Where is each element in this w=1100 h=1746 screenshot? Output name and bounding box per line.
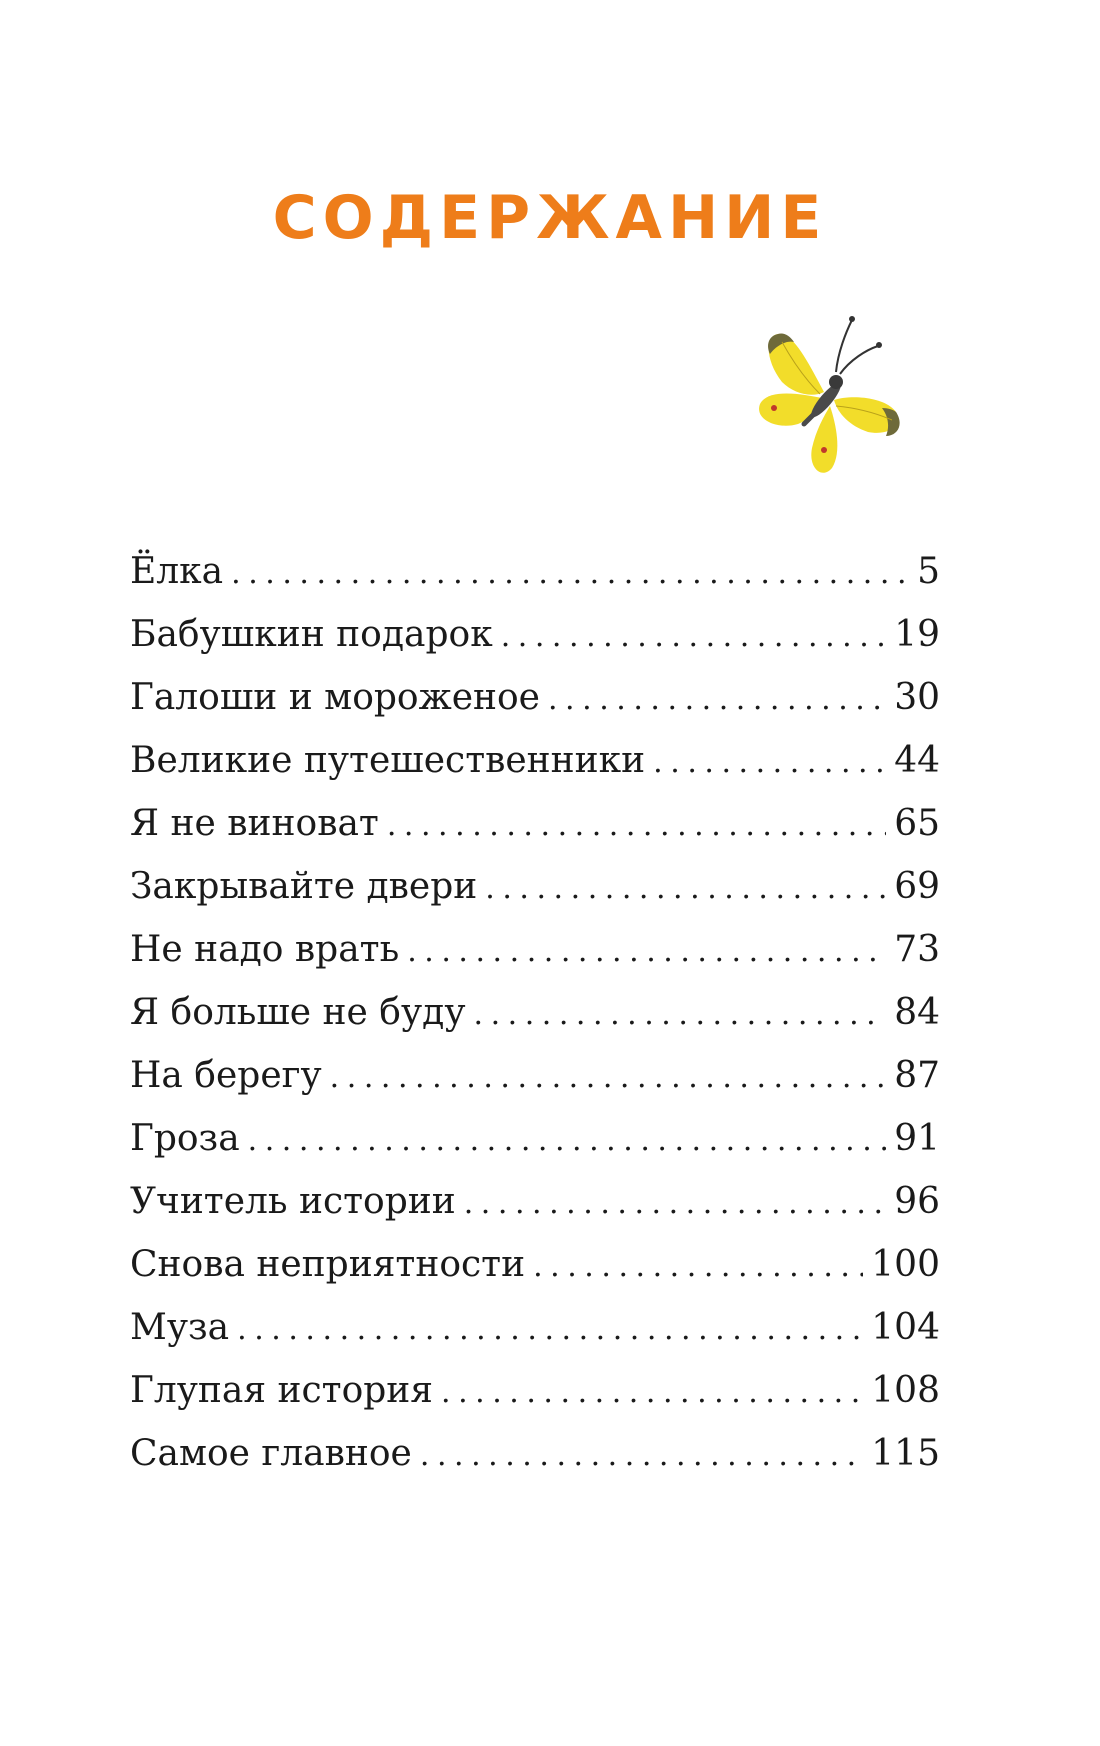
- toc-entry-title: Я больше не буду: [130, 992, 466, 1033]
- toc-entry-title: Бабушкин подарок: [130, 614, 493, 655]
- toc-entry: [130, 603, 940, 666]
- toc-leader-dots: [501, 605, 886, 668]
- toc-entry-page: 87: [894, 1055, 940, 1096]
- toc-entry: [130, 1359, 940, 1422]
- toc-entry-title: Глупая история: [130, 1370, 433, 1411]
- toc-leader-dots: [420, 1424, 863, 1487]
- toc-leader-dots: [407, 920, 886, 983]
- toc-entry-page: 44: [894, 740, 940, 781]
- toc-entry-page: 5: [917, 551, 940, 592]
- page-title: СОДЕРЖАНИЕ: [272, 183, 828, 253]
- toc-entry-title: Снова неприятности: [130, 1244, 526, 1285]
- table-of-contents: [130, 540, 940, 1485]
- toc-entry-title: Гроза: [130, 1118, 240, 1159]
- toc-leader-dots: [441, 1361, 863, 1424]
- toc-entry-title: Не надо врать: [130, 929, 400, 970]
- toc-entry-title: На берегу: [130, 1055, 322, 1096]
- toc-entry-page: 104: [871, 1307, 940, 1348]
- toc-entry: [130, 981, 940, 1044]
- toc-entry-title: Учитель истории: [130, 1181, 456, 1222]
- toc-leader-dots: [387, 794, 886, 857]
- toc-entry-page: 19: [894, 614, 940, 655]
- toc-leader-dots: [248, 1109, 887, 1172]
- toc-leader-dots: [464, 1172, 886, 1235]
- toc-entry: [130, 1107, 940, 1170]
- toc-leader-dots: [653, 731, 886, 794]
- toc-entry-title: Самое главное: [130, 1433, 412, 1474]
- toc-entry: [130, 1296, 940, 1359]
- toc-entry-page: 69: [894, 866, 940, 907]
- toc-leader-dots: [485, 857, 886, 920]
- toc-entry: [130, 729, 940, 792]
- toc-entry-page: 108: [871, 1370, 940, 1411]
- toc-entry: [130, 1233, 940, 1296]
- toc-entry-page: 65: [894, 803, 940, 844]
- toc-leader-dots: [474, 983, 887, 1046]
- toc-entry: [130, 792, 940, 855]
- butterfly-icon: [738, 312, 908, 482]
- toc-entry: [130, 918, 940, 981]
- toc-entry: [130, 855, 940, 918]
- toc-entry-title: Ёлка: [130, 551, 224, 592]
- toc-entry-page: 30: [894, 677, 940, 718]
- toc-entry-page: 91: [894, 1118, 940, 1159]
- toc-entry-page: 100: [871, 1244, 940, 1285]
- toc-entry: [130, 666, 940, 729]
- toc-entry-page: 84: [894, 992, 940, 1033]
- toc-entry-title: Великие путешественники: [130, 740, 646, 781]
- toc-leader-dots: [237, 1298, 863, 1361]
- toc-entry: [130, 1422, 940, 1485]
- toc-leader-dots: [231, 542, 909, 605]
- toc-entry-title: Я не виноват: [130, 803, 379, 844]
- toc-entry: [130, 1044, 940, 1107]
- toc-entry-title: Муза: [130, 1307, 230, 1348]
- toc-entry-page: 96: [894, 1181, 940, 1222]
- toc-leader-dots: [330, 1046, 887, 1109]
- toc-entry: [130, 540, 940, 603]
- toc-leader-dots: [533, 1235, 863, 1298]
- toc-entry-title: Галоши и мороженое: [130, 677, 540, 718]
- toc-entry: [130, 1170, 940, 1233]
- toc-entry-title: Закрывайте двери: [130, 866, 478, 907]
- toc-leader-dots: [548, 668, 886, 731]
- toc-entry-page: 115: [871, 1433, 940, 1474]
- toc-entry-page: 73: [894, 929, 940, 970]
